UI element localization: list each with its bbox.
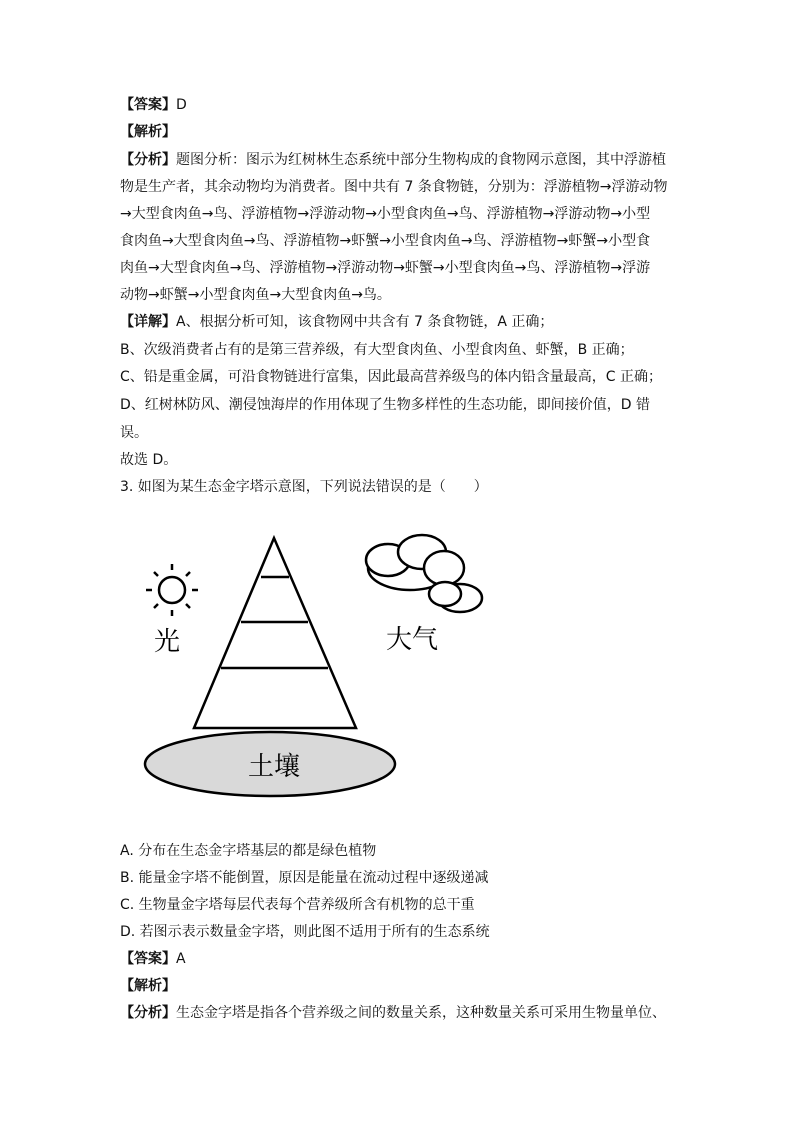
option-a: A. 分布在生态金字塔基层的都是绿色植物 [120,843,377,859]
detail-line: 故选 D。 [120,452,178,468]
sun-icon [146,564,198,616]
analysis-line: 肉鱼→大型食肉鱼→鸟、浮游植物→浮游动物→虾蟹→小型食肉鱼→鸟、浮游植物→浮游 [120,260,651,276]
detail-line: C、铅是重金属，可沿食物链进行富集，因此最高营养级鸟的体内铅含量最高，C 正确； [120,369,662,385]
option-c: C. 生物量金字塔每层代表每个营养级所含有机物的总干重 [120,897,475,913]
detail-line: D、红树林防风、潮侵蚀海岸的作用体现了生物多样性的生态功能，即间接价值，D 错 [120,397,651,413]
detail-text: A、根据分析可知，该食物网中共含有 7 条食物链，A 正确； [176,314,554,330]
pyramid [194,538,356,728]
answer-value: D [176,97,187,113]
answer-line [120,96,680,114]
answer-tag: 【答案】 [120,97,176,113]
soil-label: 土壤 [248,752,301,782]
cloud-icon [366,535,482,612]
option-b: B. 能量金字塔不能倒置，原因是能量在流动过程中逐级递减 [120,870,489,886]
analysis-text: 题图分析：图示为红树林生态系统中部分生物构成的食物网示意图，其中浮游植 [176,152,666,168]
analysis-line [120,1004,680,1022]
explain-tag: 【解析】 [120,124,176,140]
analysis-tag: 【分析】 [120,1005,176,1021]
explain-tag: 【解析】 [120,978,176,994]
analysis-tag: 【分析】 [120,152,176,168]
analysis-line [120,151,680,169]
analysis-line: 物是生产者，其余动物均为消费者。图中共有 7 条食物链，分别为：浮游植物→浮游动物 [120,179,668,195]
detail-line: B、次级消费者占有的是第三营养级，有大型食肉鱼、小型食肉鱼、虾蟹，B 正确； [120,342,634,358]
answer-line [120,950,680,968]
explain-heading [120,977,680,995]
analysis-line: 动物→虾蟹→小型食肉鱼→大型食肉鱼→鸟。 [120,287,391,303]
analysis-line: →大型食肉鱼→鸟、浮游植物→浮游动物→小型食肉鱼→鸟、浮游植物→浮游动物→小型 [120,206,651,222]
air-label: 大气 [386,625,439,655]
ecological-pyramid-figure [140,522,500,822]
analysis-text: 生态金字塔是指各个营养级之间的数量关系，这种数量关系可采用生物量单位、 [176,1005,666,1021]
explain-heading [120,123,680,141]
detail-tag: 【详解】 [120,314,176,330]
detail-line: 误。 [120,425,148,441]
analysis-line: 食肉鱼→大型食肉鱼→鸟、浮游植物→虾蟹→小型食肉鱼→鸟、浮游植物→虾蟹→小型食 [120,233,651,249]
option-d: D. 若图示表示数量金字塔，则此图不适用于所有的生态系统 [120,924,490,940]
question-stem: 3. 如图为某生态金字塔示意图，下列说法错误的是（ ） [120,479,488,495]
answer-value: A [176,951,186,967]
detail-line [120,313,680,331]
answer-tag: 【答案】 [120,951,176,967]
light-label: 光 [154,627,181,657]
